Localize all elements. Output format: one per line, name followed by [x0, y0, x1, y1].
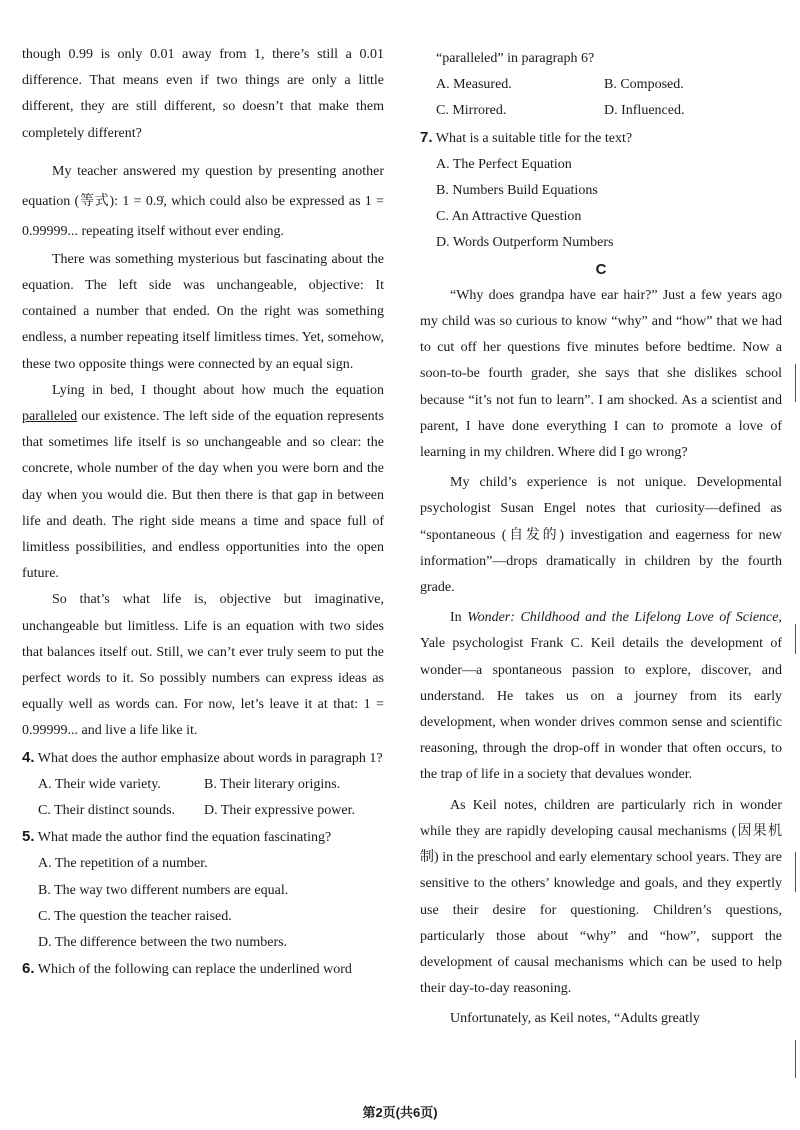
question-7 [420, 125, 782, 152]
question-stem: What made the author find the equation fascinating? [37, 830, 332, 846]
right-column [420, 46, 782, 1033]
option-c[interactable]: C. Mirrored. [436, 103, 507, 119]
underlined-word-paralleled: paralleled [22, 409, 78, 425]
option-d[interactable]: D. Their expressive power. [204, 803, 355, 819]
passage-paragraph-5: So that’s what life is, objective but imaginative, unchangeable but limitless. Life is an equation with two sides that balances itself out. Still, we can’t ever truly seem to put the perfect words to it. So possibly numbers can express ideas as equally well as words can. For now, let’s leave it at that: 1 = 0.99999... and live a life like it. [22, 592, 384, 739]
option-c[interactable]: C. The question the teacher raised. [38, 908, 232, 924]
question-number: 7. [420, 128, 433, 146]
book-title: Wonder: Childhood and the Lifelong Love of Science [467, 610, 779, 626]
section-c-paragraph-4: As Keil notes, children are particularly rich in wonder while they are rapidly developing causal mechanisms (因果机制) in the preschool and early elementary school years. They are sensitive to the others’ knowledge and goals, and they expertly use their desire for questioning. Children’s questions, particularly those about “why” and “how”, support the development of causal mechanisms which can be used to help their day-to-day reasoning. [420, 797, 782, 997]
section-c-paragraph-2: My child’s experience is not unique. Developmental psychologist Susan Engel notes that curiosity—defined as “spontaneous (自发的) investigation and eagerness for new information”—drops dramatically in children by the fourth grade. [420, 475, 782, 596]
section-c-title: C [595, 260, 607, 278]
option-b[interactable]: B. The way two different numbers are equal. [38, 882, 289, 898]
section-c-paragraph-3 [420, 605, 782, 788]
p3-before: In [450, 610, 468, 626]
passage-paragraph-4 [22, 378, 384, 588]
question-4-options-row-1 [22, 772, 384, 798]
passage-paragraph-3: There was something mysterious but fascinating about the equation. The left side was unchangeable, objective: It contained a number that ended. On the right was something endless, a number repeating itself limitless times. Yet, somehow, these two opposite things were connected by an equal sign. [22, 251, 384, 372]
p4-after: our existence. The left side of the equation represents that sometimes life itself is so unchangeable and so clear: the concrete, whole number of the day when you were born and the day when you would die. But then there is that gap in between life and death. The right side means a time and space full of limitless possibilities, and endless opportunities into the open future. [22, 409, 384, 582]
option-c[interactable]: C. An Attractive Question [436, 209, 582, 225]
question-number: 5. [22, 828, 35, 846]
option-a[interactable]: A. Measured. [436, 77, 512, 93]
question-number: 4. [22, 748, 35, 766]
passage-paragraph-2: My teacher answered my question by presenting another equation (等式): 1 = 0.9̇, which could also be expressed as 1 = 0.99999... repeating itself without ever ending. [22, 163, 384, 239]
option-b[interactable]: B. Numbers Build Equations [436, 183, 598, 199]
page-footer: 第2页(共6页) [362, 1105, 438, 1120]
question-number: 6. [22, 960, 35, 978]
question-6-options-row-2 [420, 98, 782, 124]
option-d[interactable]: D. The difference between the two numbers. [38, 935, 288, 951]
question-4 [22, 745, 384, 772]
option-b[interactable]: B. Composed. [604, 77, 684, 93]
option-d[interactable]: D. Influenced. [604, 103, 685, 119]
option-d[interactable]: D. Words Outperform Numbers [436, 235, 614, 251]
option-a[interactable]: A. The Perfect Equation [436, 156, 572, 172]
passage-paragraph-1: though 0.99 is only 0.01 away from 1, there’s still a 0.01 difference. That means even if two things are only a little different, they are still different, so doesn’t that make them completely different? [22, 47, 384, 141]
question-5 [22, 824, 384, 851]
question-stem: What is a suitable title for the text? [435, 130, 633, 146]
option-a[interactable]: A. Their wide variety. [38, 776, 161, 792]
option-b[interactable]: B. Their literary origins. [204, 776, 341, 792]
p4-before: Lying in bed, I thought about how much the equation [52, 382, 384, 398]
option-c[interactable]: C. Their distinct sounds. [38, 803, 176, 819]
question-4-options-row-2 [22, 798, 384, 824]
question-6-stem-continued: “paralleled” in paragraph 6? [436, 51, 595, 66]
question-6 [22, 956, 384, 983]
margin-mark [795, 624, 796, 654]
margin-mark [795, 852, 796, 892]
question-stem: Which of the following can replace the underlined word [37, 962, 352, 978]
option-a[interactable]: A. The repetition of a number. [38, 856, 208, 872]
question-stem: What does the author emphasize about words in paragraph 1? [37, 750, 383, 766]
question-6-options-row-1 [420, 72, 782, 98]
section-c-paragraph-5: Unfortunately, as Keil notes, “Adults greatly [450, 1011, 700, 1027]
section-c-paragraph-1: “Why does grandpa have ear hair?” Just a few years ago my child was so curious to know “why” and “how” that we had to cut off her questions five minutes before bedtime. Now a soon-to-be fourth grader, she says that she dislikes school because “it’s not fun to learn”. I am shocked. As a scientist and parent, I have done everything I can to promote a love of learning in my children. Where did I go wrong? [420, 287, 782, 461]
p3-after: , Yale psychologist Frank C. Keil details the development of wonder—a spontaneous passion to explore, discover, and understand. He takes us on a journey from its early development, when wonder drives common sense and scientific reasoning, through the drop-off in wonder that often occurs, to the trap of life in a society that devalues wonder. [420, 610, 782, 783]
left-column [22, 42, 384, 984]
margin-mark [795, 1040, 796, 1078]
margin-mark [795, 364, 796, 402]
